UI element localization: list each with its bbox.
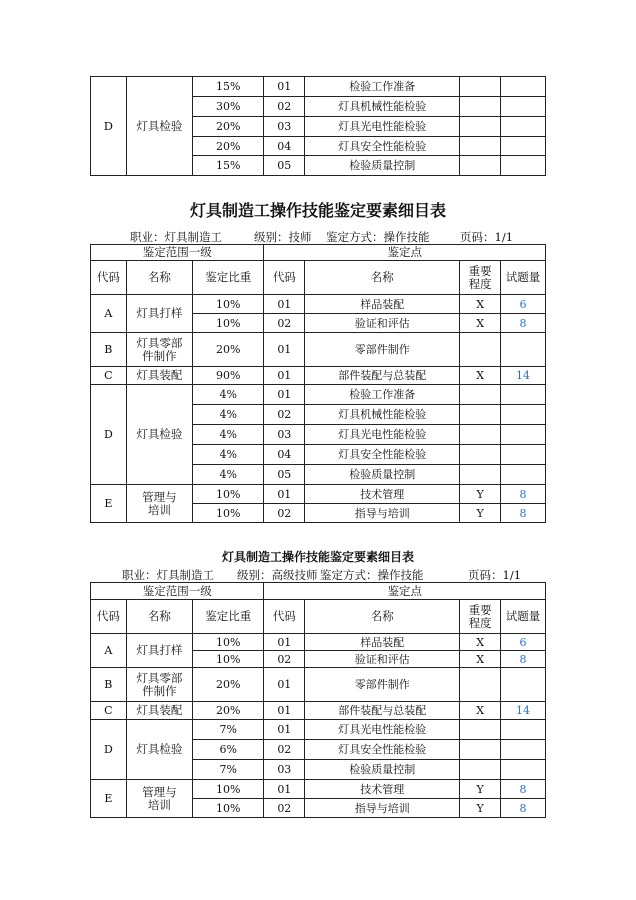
count-cell [501,137,546,156]
scope-header: 鉴定范围一级 [91,245,264,261]
count-cell [501,425,546,445]
name-header: 名称 [126,600,192,634]
point-name-cell: 技术管理 [305,485,460,504]
point-name-cell: 灯具光电性能检验 [305,117,460,137]
ratio-cell: 20% [193,137,264,156]
point-code-cell: 01 [264,385,305,405]
point-code-cell: 02 [264,97,305,117]
importance-cell: Y [460,485,501,504]
point-name-cell: 灯具光电性能检验 [305,720,460,740]
points-header: 鉴定点 [264,583,546,600]
point-code-cell: 01 [264,295,305,314]
point-name-cell: 部件装配与总装配 [305,702,460,720]
point-code-cell: 01 [264,333,305,367]
point-name-cell: 指导与培训 [305,799,460,818]
point-code-cell: 02 [264,314,305,333]
point-code-cell: 01 [264,668,305,702]
ratio-cell: 4% [193,425,264,445]
importance-cell [460,465,501,485]
count-cell [501,156,546,176]
point-name-header: 名称 [305,261,460,295]
count-cell [501,668,546,702]
table1-occupation: 职业：灯具制造工 [130,230,222,244]
group-name: 灯具零部件制作 [126,333,192,367]
point-name-header: 名称 [305,600,460,634]
point-name-cell: 部件装配与总装配 [305,367,460,385]
table2-level: 级别：高级技师 [237,568,318,582]
point-code-cell: 01 [264,367,305,385]
ratio-cell: 90% [193,367,264,385]
count-cell [501,740,546,760]
importance-cell [460,117,501,137]
table-row [91,702,546,720]
table1-level: 级别：技师 [254,230,312,244]
table-row [91,668,546,702]
count-cell: 8 [501,780,546,799]
group-name: 灯具打样 [126,634,192,668]
importance-cell [460,137,501,156]
importance-cell [460,445,501,465]
count-cell: 14 [501,702,546,720]
importance-header: 重要程度 [460,261,501,295]
count-cell: 8 [501,485,546,504]
point-name-cell: 检验质量控制 [305,760,460,780]
ratio-header: 鉴定比重 [193,261,264,295]
point-name-cell: 灯具机械性能检验 [305,97,460,117]
importance-cell [460,156,501,176]
importance-header: 重要程度 [460,600,501,634]
point-code-cell: 02 [264,504,305,523]
point-code-cell: 01 [264,780,305,799]
table-row [91,780,546,799]
point-code-cell: 03 [264,425,305,445]
ratio-cell: 10% [193,504,264,523]
importance-cell: X [460,702,501,720]
point-name-cell: 零部件制作 [305,668,460,702]
table-row [91,634,546,651]
name-header: 名称 [126,261,192,295]
table-row [91,367,546,385]
count-cell: 8 [501,504,546,523]
ratio-cell: 30% [193,97,264,117]
ratio-cell: 4% [193,405,264,425]
ratio-cell: 7% [193,720,264,740]
table-row [91,385,546,405]
group-name: 灯具检验 [126,720,192,780]
point-name-cell: 检验质量控制 [305,156,460,176]
group-name: 灯具打样 [126,295,192,333]
point-code-cell: 01 [264,720,305,740]
ratio-cell: 10% [193,799,264,818]
importance-cell [460,97,501,117]
importance-cell [460,333,501,367]
ratio-cell: 10% [193,314,264,333]
table1-page: 页码：1/1 [460,230,514,244]
table1-method: 鉴定方式：操作技能 [326,230,430,244]
ratio-cell: 7% [193,760,264,780]
point-code-cell: 02 [264,799,305,818]
point-name-cell: 灯具安全性能检验 [305,445,460,465]
group-code: A [91,295,127,333]
ratio-header: 鉴定比重 [193,600,264,634]
group-name: 灯具检验 [126,77,192,176]
group-name: 灯具装配 [126,367,192,385]
group-name: 灯具装配 [126,702,192,720]
group-code: B [91,668,127,702]
group-name: 灯具零部件制作 [126,668,192,702]
point-name-cell: 样品装配 [305,295,460,314]
importance-cell [460,385,501,405]
ratio-cell: 4% [193,465,264,485]
ratio-cell: 10% [193,485,264,504]
point-code-cell: 02 [264,405,305,425]
point-code-cell: 03 [264,760,305,780]
ratio-cell: 10% [193,651,264,668]
group-name: 灯具检验 [126,385,192,485]
group-code: E [91,485,127,523]
ratio-cell: 20% [193,333,264,367]
count-header: 试题量 [501,261,546,295]
count-cell [501,445,546,465]
count-cell [501,333,546,367]
count-cell: 14 [501,367,546,385]
point-code-header: 代码 [264,261,305,295]
ratio-cell: 15% [193,156,264,176]
ratio-cell: 20% [193,702,264,720]
point-code-cell: 04 [264,137,305,156]
point-name-cell: 零部件制作 [305,333,460,367]
importance-cell [460,668,501,702]
point-name-cell: 灯具光电性能检验 [305,425,460,445]
count-cell [501,465,546,485]
count-cell [501,77,546,97]
point-code-cell: 01 [264,634,305,651]
table2-page: 页码：1/1 [468,568,522,582]
importance-cell: X [460,367,501,385]
group-code: D [91,385,127,485]
count-cell: 6 [501,634,546,651]
count-cell [501,760,546,780]
code-header: 代码 [91,261,127,295]
importance-cell [460,760,501,780]
point-name-cell: 指导与培训 [305,504,460,523]
scope-header: 鉴定范围一级 [91,583,264,600]
count-cell [501,405,546,425]
count-cell: 8 [501,314,546,333]
ratio-cell: 10% [193,634,264,651]
header-row [91,600,546,634]
header-row [91,245,546,261]
table-row [91,485,546,504]
count-cell [501,97,546,117]
count-cell [501,117,546,137]
count-cell [501,385,546,405]
point-name-cell: 技术管理 [305,780,460,799]
table1-title: 灯具制造工操作技能鉴定要素细目表 [189,201,446,220]
importance-cell: X [460,295,501,314]
ratio-cell: 6% [193,740,264,760]
point-code-cell: 05 [264,465,305,485]
ratio-cell: 4% [193,445,264,465]
importance-cell [460,77,501,97]
group-code: D [91,720,127,780]
importance-cell [460,720,501,740]
point-code-cell: 03 [264,117,305,137]
point-code-header: 代码 [264,600,305,634]
count-cell: 8 [501,799,546,818]
point-code-cell: 02 [264,651,305,668]
point-name-cell: 检验质量控制 [305,465,460,485]
point-name-cell: 灯具安全性能检验 [305,740,460,760]
point-code-cell: 02 [264,740,305,760]
point-name-cell: 灯具机械性能检验 [305,405,460,425]
point-code-cell: 05 [264,156,305,176]
ratio-cell: 10% [193,295,264,314]
point-name-cell: 检验工作准备 [305,385,460,405]
table-row [91,295,546,314]
points-header: 鉴定点 [264,245,546,261]
ratio-cell: 20% [193,117,264,137]
group-name: 管理与培训 [126,780,192,818]
point-name-cell: 验证和评估 [305,314,460,333]
group-code: B [91,333,127,367]
table-row [91,77,546,97]
table1 [90,244,546,523]
count-header: 试题量 [501,600,546,634]
point-code-cell: 01 [264,702,305,720]
ratio-cell: 4% [193,385,264,405]
table2 [90,582,546,818]
count-cell: 6 [501,295,546,314]
point-name-cell: 灯具安全性能检验 [305,137,460,156]
table2-method: 鉴定方式：操作技能 [320,568,424,582]
importance-cell: Y [460,799,501,818]
table-row [91,720,546,740]
importance-cell [460,405,501,425]
point-code-cell: 01 [264,485,305,504]
group-code: C [91,367,127,385]
code-header: 代码 [91,600,127,634]
importance-cell: Y [460,504,501,523]
point-code-cell: 04 [264,445,305,465]
table2-occupation: 职业：灯具制造工 [122,568,214,582]
importance-cell: X [460,651,501,668]
point-name-cell: 样品装配 [305,634,460,651]
point-name-cell: 检验工作准备 [305,77,460,97]
ratio-cell: 15% [193,77,264,97]
group-code: E [91,780,127,818]
count-cell: 8 [501,651,546,668]
fragment-table [90,76,546,176]
importance-cell: Y [460,780,501,799]
importance-cell [460,740,501,760]
importance-cell: X [460,314,501,333]
ratio-cell: 20% [193,668,264,702]
group-name: 管理与培训 [126,485,192,523]
table-row [91,333,546,367]
ratio-cell: 10% [193,780,264,799]
group-code: C [91,702,127,720]
point-name-cell: 验证和评估 [305,651,460,668]
importance-cell: X [460,634,501,651]
count-cell [501,720,546,740]
header-row [91,583,546,600]
table2-title: 灯具制造工操作技能鉴定要素细目表 [221,550,414,564]
importance-cell [460,425,501,445]
group-code: D [91,77,127,176]
point-code-cell: 01 [264,77,305,97]
header-row [91,261,546,295]
group-code: A [91,634,127,668]
